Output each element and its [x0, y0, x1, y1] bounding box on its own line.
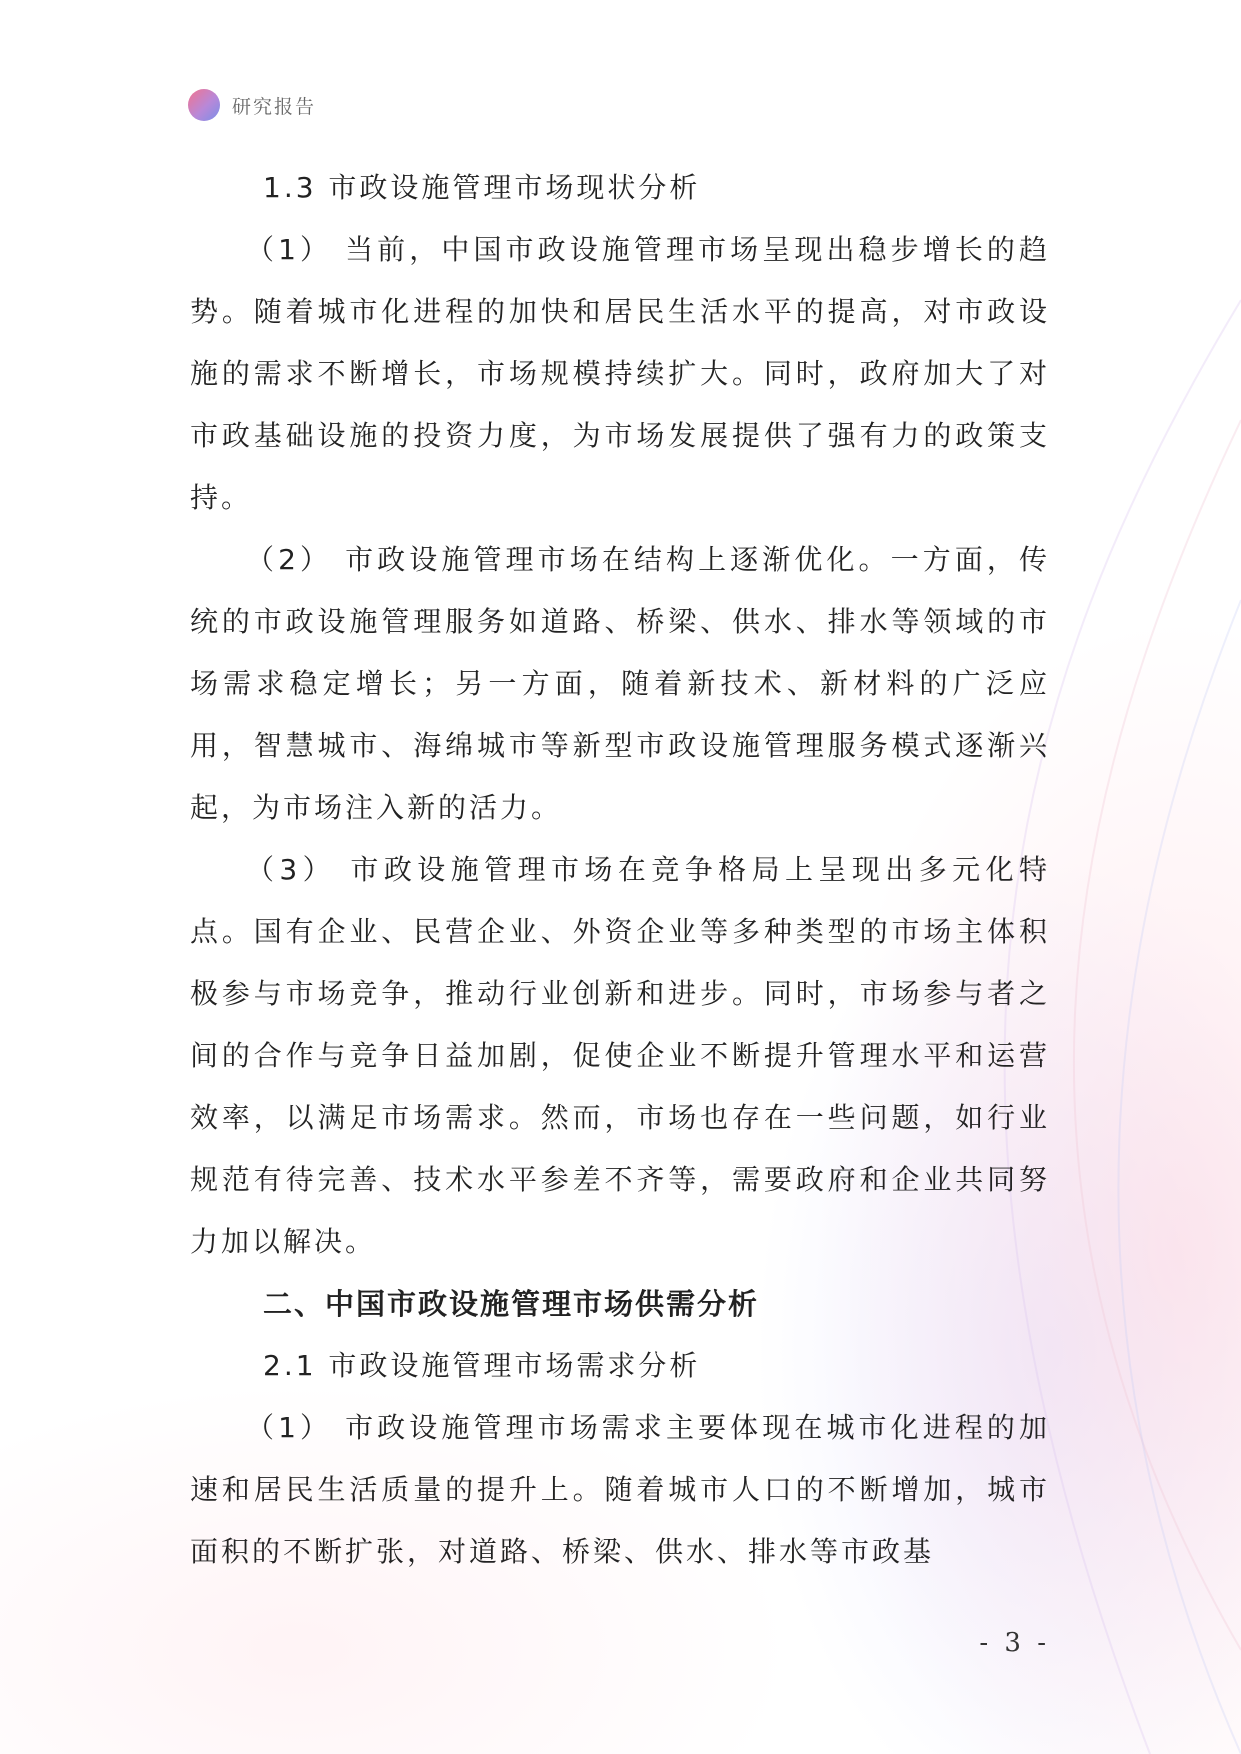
paragraph-1-3-2: （2） 市政设施管理市场在结构上逐渐优化。一方面，传统的市政设施管理服务如道路、桥梁、供水、排水等领域的市场需求稳定增长；另一方面，随着新技术、新材料的广泛应用，智慧城市、海绵城市等新型市政设施管理服务模式逐渐兴起，为市场注入新的活力。	[190, 543, 1050, 824]
paragraph-1-3-3: （3） 市政设施管理市场在竞争格局上呈现出多元化特点。国有企业、民营企业、外资企业等多种类型的市场主体积极参与市场竞争，推动行业创新和进步。同时，市场参与者之间的合作与竞争日益加剧，促使企业不断提升管理水平和运营效率，以满足市场需求。然而，市场也存在一些问题，如行业规范有待完善、技术水平参差不齐等，需要政府和企业共同努力加以解决。	[190, 853, 1050, 1258]
report-header	[188, 88, 316, 122]
section-heading-1-3: 1.3 市政设施管理市场现状分析	[263, 171, 701, 204]
logo-circle-icon	[188, 89, 220, 121]
section-heading-2-1: 2.1 市政设施管理市场需求分析	[263, 1349, 701, 1382]
chapter-heading-2: 二、中国市政设施管理市场供需分析	[263, 1287, 760, 1321]
deco-curve-3	[1118, 600, 1241, 1754]
paragraph-1-3-1: （1） 当前，中国市政设施管理市场呈现出稳步增长的趋势。随着城市化进程的加快和居民生活水平的提高，对市政设施的需求不断增长，市场规模持续扩大。同时，政府加大了对市政基础设施的投资力度，为市场发展提供了强有力的政策支持。	[190, 233, 1050, 514]
paragraph-2-1-1: （1） 市政设施管理市场需求主要体现在城市化进程的加速和居民生活质量的提升上。随着城市人口的不断增加，城市面积的不断扩张，对道路、桥梁、供水、排水等市政基	[190, 1411, 1050, 1568]
document-body	[190, 157, 1050, 1583]
deco-curve-2	[1074, 420, 1241, 1650]
page-number: - 3 -	[979, 1628, 1050, 1658]
header-title: 研究报告	[232, 95, 317, 118]
